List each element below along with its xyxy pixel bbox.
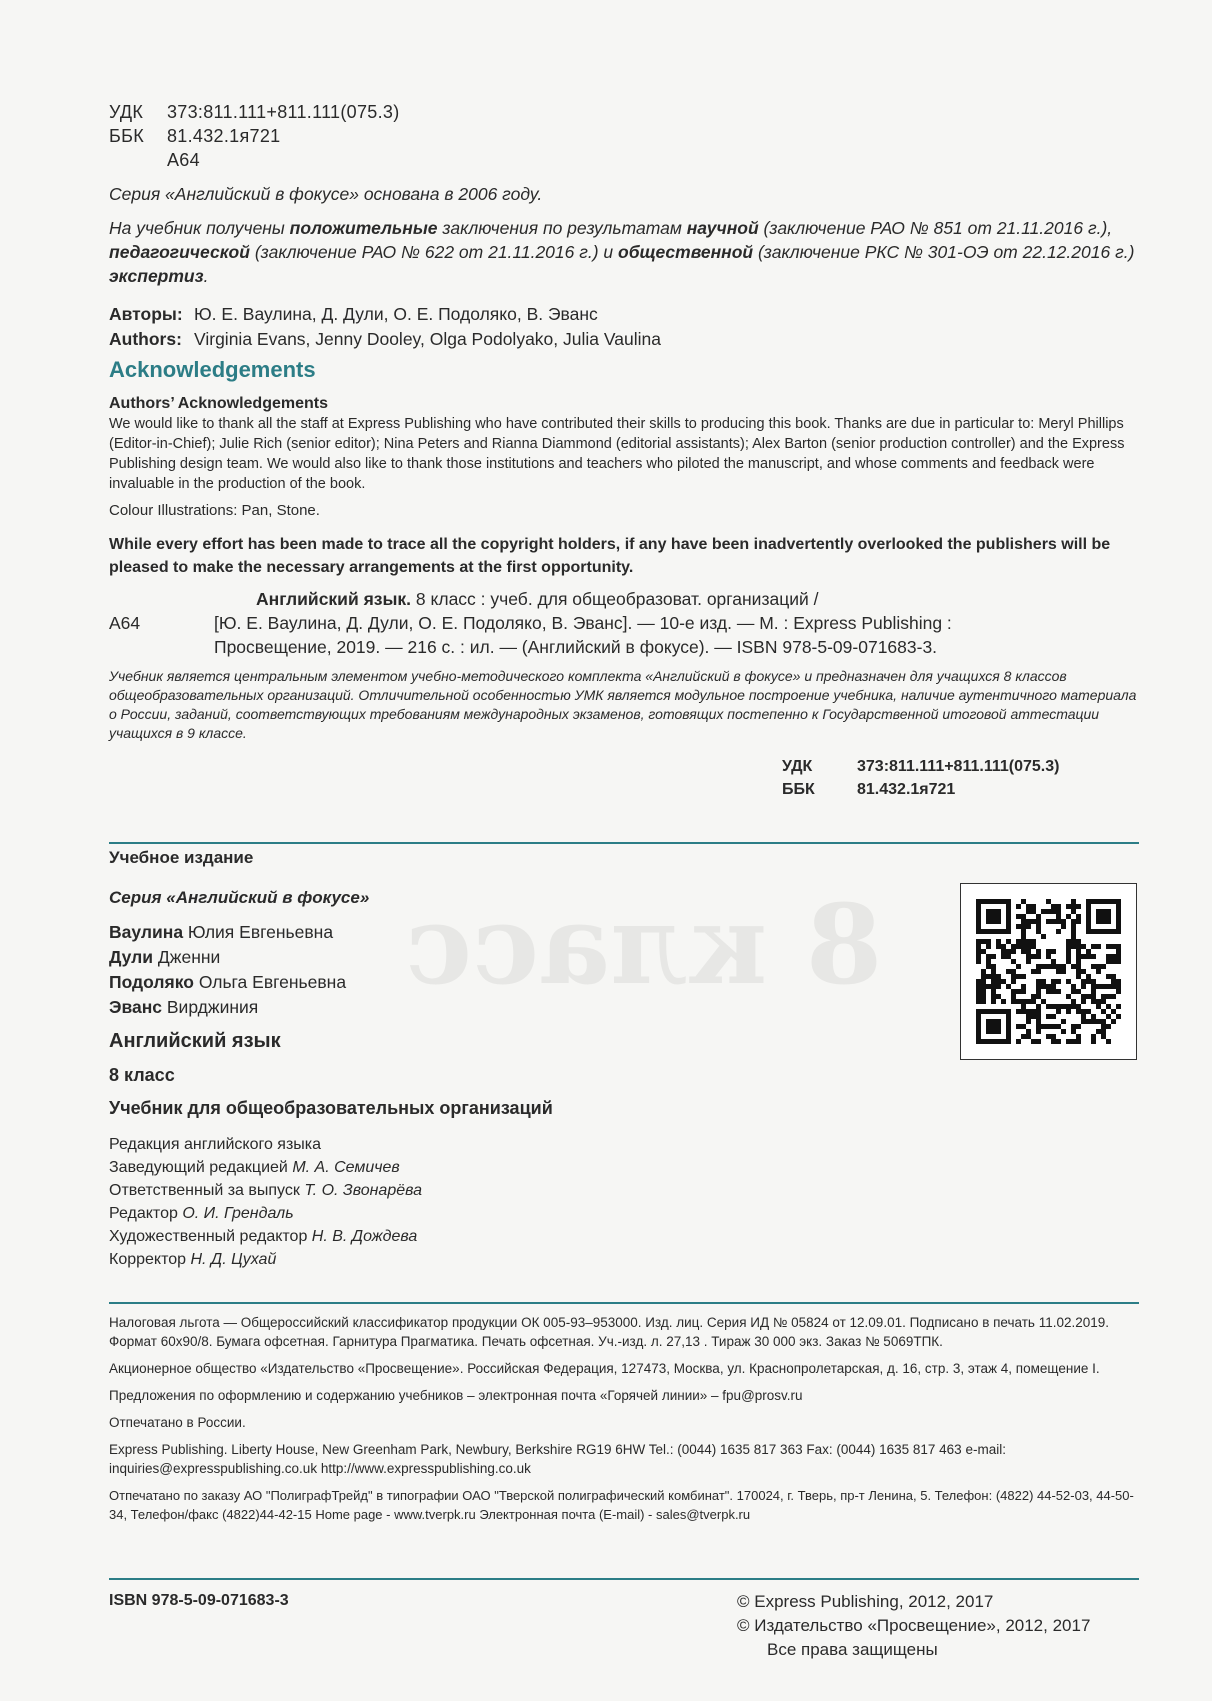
biblio-title: Английский язык. — [256, 589, 412, 609]
udk-label: УДК — [109, 102, 144, 122]
udk-block-top — [109, 100, 1139, 172]
bbk-label-2: ББК — [782, 781, 815, 798]
udk-label-2: УДК — [782, 758, 813, 775]
biblio-line2: [Ю. Е. Ваулина, Д. Дули, О. Е. Подоляко, В. Эванс]. — 10-е изд. — М. : Express Publishing : — [214, 613, 952, 633]
staff-line: Ответственный за выпуск Т. О. Звонарёва — [109, 1182, 423, 1199]
review-note: На учебник получены положительные заключения по результатам научной (заключение РАО № 851 от 21.11.2016 г.), педагогической (заключение РАО № 622 от 21.11.2016 г.) и общественной (заключение РКС № 301-ОЭ от 22.12.2016 г.) экспертиз. — [109, 218, 1135, 286]
printer-info: Отпечатано по заказу АО "ПолиграфТрейд" в типографии ОАО "Тверской полиграфический комбинат". 170024, г. Тверь, пр-т Ленина, 5. Телефон: (4822) 44-52-03, 44-50-34, Телефон/факс (4822)44-42-15 Home page - www.tverpk.ru Электронная почта (E-mail) - sales@tverpk.ru — [109, 1488, 1134, 1522]
qr-code — [960, 883, 1137, 1060]
copyright-line: Все права защищены — [767, 1640, 938, 1659]
staff-line: Художественный редактор Н. В. Дождева — [109, 1228, 418, 1245]
staff-line: Заведующий редакцией М. А. Семичев — [109, 1159, 400, 1176]
biblio-line1: 8 класс : учеб. для общеобразоват. организаций / — [411, 589, 819, 609]
book-subject: Английский язык — [109, 1030, 281, 1052]
staff-line: Корректор Н. Д. Цухай — [109, 1251, 277, 1268]
imprint-block — [109, 848, 929, 1271]
book-kind: Учебник для общеобразовательных организаций — [109, 1098, 553, 1118]
biblio-line3: Просвещение, 2019. — 216 с. : ил. — (Английский в фокусе). — ISBN 978-5-09-071683-3. — [214, 637, 938, 657]
publisher-address: Акционерное общество «Издательство «Просвещение». Российская Федерация, 127473, Москва, ул. Краснопролетарская, д. 16, стр. 3, этаж 4, помещение I. — [109, 1361, 1100, 1376]
udk-value-2: 373:811.111+811.111(075.3) — [857, 758, 1060, 775]
authors-block — [109, 302, 1139, 352]
editorial-staff — [109, 1133, 929, 1271]
proposals-email: Предложения по оформлению и содержанию учебников – электронная почта «Горячей линии» – fpu@prosv.ru — [109, 1388, 803, 1403]
staff-line: Редакция английского языка — [109, 1136, 322, 1153]
bbk-value: 81.432.1я721 — [167, 126, 281, 146]
colour-illustrations: Colour Illustrations: Pan, Stone. — [109, 502, 320, 519]
edition-type: Учебное издание — [109, 848, 254, 867]
bibliographic-record — [109, 587, 1139, 659]
fine-print — [109, 1313, 1139, 1532]
authors-acknowledgements-heading: Authors’ Acknowledgements — [109, 395, 328, 412]
staff-line: Редактор О. И. Грендаль — [109, 1205, 294, 1222]
imprint-author: Дули Дженни — [109, 947, 221, 967]
acknowledgements-heading: Acknowledgements — [109, 357, 316, 382]
show-through: 8 класс — [405, 880, 883, 1009]
copyright-block — [737, 1590, 1090, 1662]
copyright-line: © Издательство «Просвещение», 2012, 2017 — [737, 1616, 1091, 1635]
authors-en: Virginia Evans, Jenny Dooley, Olga Podolyako, Julia Vaulina — [194, 329, 661, 349]
printed-in: Отпечатано в России. — [109, 1415, 246, 1430]
isbn: ISBN 978-5-09-071683-3 — [109, 1592, 289, 1609]
annotation: Учебник является центральным элементом учебно-методического комплекта «Английский в фокусе» и предназначен для учащихся 8 классов общеобразовательных организаций. Отличительной особенностью УМК является модульное построение учебника, наличие аутентичного материала о России, заданий, соответствующих требованиям международных экзаменов, готовящих постепенно к Государственной итоговой аттестации учащихся в 9 классе. — [109, 668, 1137, 741]
bbk-value-2: 81.432.1я721 — [857, 781, 956, 798]
udk-value: 373:811.111+811.111(075.3) — [167, 102, 400, 122]
page-content — [109, 100, 1139, 801]
udk-block-bottom — [782, 755, 1139, 801]
series-note: Серия «Английский в фокусе» основана в 2006 году. — [109, 184, 543, 204]
copyright-note: While every effort has been made to trace all the copyright holders, if any have been inadvertently overlooked the publishers will be pleased to make the necessary arrangements at the first opportunity. — [109, 536, 1111, 576]
authors-en-label: Authors: — [109, 329, 182, 349]
biblio-code: А64 — [109, 613, 141, 633]
author-code: А64 — [167, 150, 200, 170]
divider-bottom — [109, 1578, 1139, 1580]
imprint-author: Подоляко Ольга Евгеньевна — [109, 972, 347, 992]
acknowledgements-text: We would like to thank all the staff at Express Publishing who have contributed their skills to producing this book. Thanks are due in particular to: Meryl Phillips (Editor-in-Chief); Julie Rich (senior editor); Nina Peters and Rianna Diammond (editorial assistants); Alex Barton (senior production controller) and the Express Publishing design team. We would also like to thank those institutions and teachers who piloted the manuscript, and whose comments and feedback were invaluable in the production of the book. — [109, 416, 1125, 492]
imprint-authors — [109, 920, 929, 1020]
qr-code-graphic — [961, 884, 1136, 1059]
imprint-author: Ваулина Юлия Евгеньевна — [109, 922, 334, 942]
imprint-series: Серия «Английский в фокусе» — [109, 888, 370, 907]
imprint-author: Эванс Вирджиния — [109, 997, 259, 1017]
copyright-line: © Express Publishing, 2012, 2017 — [737, 1592, 994, 1611]
tax-info: Налоговая льгота — Общероссийский классификатор продукции ОК 005-93–953000. Изд. лиц. Серия ИД № 05824 от 12.09.01. Подписано в печать 11.02.2019. Формат 60х90/8. Бумага офсетная. Гарнитура Прагматика. Печать офсетная. Уч.-изд. л. 27,13 . Тираж 30 000 экз. Заказ № 5069ТПК. — [109, 1315, 1110, 1349]
divider-top — [109, 842, 1139, 844]
authors-ru-label: Авторы: — [109, 304, 183, 324]
divider-middle — [109, 1302, 1139, 1304]
authors-ru: Ю. Е. Ваулина, Д. Дули, О. Е. Подоляко, В. Эванс — [194, 304, 598, 324]
express-publishing-info: Express Publishing. Liberty House, New Greenham Park, Newbury, Berkshire RG19 6HW Tel.: (0044) 1635 817 363 Fax: (0044) 1635 817 463 e-mail: inquiries@expresspublishing.co.uk http://www.expresspublishing.co.uk — [109, 1442, 1006, 1476]
book-grade: 8 класс — [109, 1065, 175, 1085]
bbk-label: ББК — [109, 126, 145, 146]
